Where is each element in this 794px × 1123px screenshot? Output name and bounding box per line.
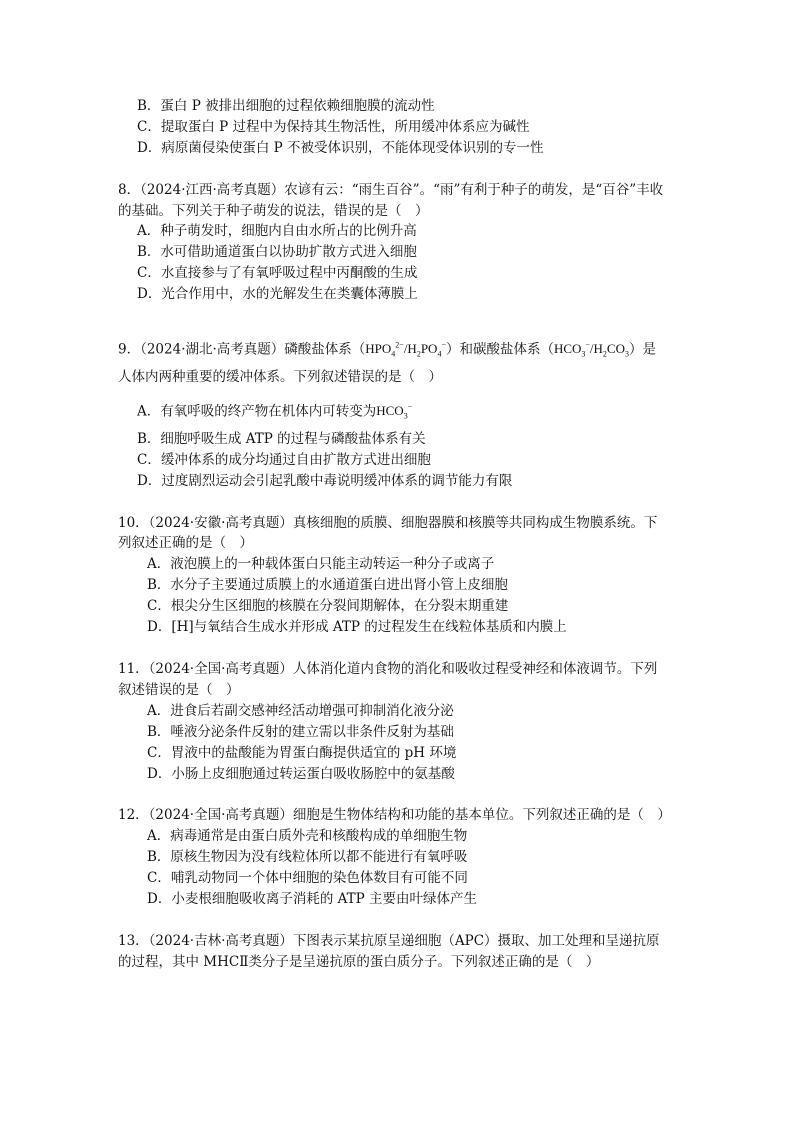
q11-option-b: B．唾液分泌条件反射的建立需以非条件反射为基础 (147, 724, 454, 740)
q7-option-c: C．提取蛋白 P 过程中为保持其生物活性，所用缓冲体系应为碱性 (137, 119, 530, 135)
q13-stem-line2: 的过程，其中 MHCⅡ类分子是呈递抗原的蛋白质分子。下列叙述正确的是（ ） (118, 954, 600, 970)
q9-stem-line2: 人体内两种重要的缓冲体系。下列叙述错误的是（ ） (118, 369, 442, 385)
q9-option-a (137, 398, 412, 427)
q10-stem-line2: 列叙述正确的是（ ） (118, 535, 253, 551)
q11-stem-line1: 11．（2024·全国·高考真题）人体消化道内食物的消化和吸收过程受神经和体液调节。下列 (118, 661, 658, 677)
q11-option-a: A．进食后若副交感神经活动增强可抑制消化液分泌 (147, 703, 454, 719)
q8-stem-line1: 8．（2024·江西·高考真题）农谚有云：“雨生百谷”。“雨”有利于种子的萌发，是“百谷”丰收 (118, 182, 664, 198)
q13-stem-line1: 13．（2024·吉林·高考真题）下图表示某抗原呈递细胞（APC）摄取、加工处理和呈递抗原 (118, 933, 660, 949)
q10-option-d: D．[H]与氧结合生成水并形成 ATP 的过程发生在线粒体基质和内膜上 (147, 619, 567, 635)
q12-stem-line1: 12．（2024·全国·高考真题）细胞是生物体结构和功能的基本单位。下列叙述正确的是（ ） (118, 807, 671, 823)
q10-option-a: A．液泡膜上的一种载体蛋白只能主动转运一种分子或离子 (147, 556, 495, 572)
q12-option-b: B．原核生物因为没有线粒体所以都不能进行有氧呼吸 (147, 849, 468, 865)
bicarbonate-formula: $HCO_3^-/H_2CO_3$ (553, 341, 629, 359)
q9-option-c: C．缓冲体系的成分均通过自由扩散方式进出细胞 (137, 452, 431, 468)
q9-stem-part2: ）和碳酸盐体系（ (445, 341, 554, 358)
phosphate-formula: $HPO_4^{2-}/H_2PO_4^-$ (365, 341, 446, 359)
q12-option-a: A．病毒通常是由蛋白质外壳和核酸构成的单细胞生物 (147, 828, 468, 844)
q12-option-c: C．哺乳动物同一个体中细胞的染色体数目有可能不同 (147, 870, 468, 886)
q7-option-b: B．蛋白 P 被排出细胞的过程依赖细胞膜的流动性 (137, 98, 435, 114)
q7-option-d: D．病原菌侵染使蛋白 P 不被受体识别，不能体现受体识别的专一性 (137, 140, 544, 156)
q8-option-c: C．水直接参与了有氧呼吸过程中丙酮酸的生成 (137, 265, 418, 281)
q10-option-c: C．根尖分生区细胞的核膜在分裂间期解体，在分裂末期重建 (147, 598, 509, 614)
q11-option-c: C．胃液中的盐酸能为胃蛋白酶提供适宜的 pH 环境 (147, 745, 457, 761)
q9-stem-line1 (118, 336, 656, 365)
q11-option-d: D．小肠上皮细胞通过转运蛋白吸收肠腔中的氨基酸 (147, 766, 455, 782)
q10-stem-line1: 10．（2024·安徽·高考真题）真核细胞的质膜、细胞器膜和核膜等共同构成生物膜系统。下 (118, 515, 658, 531)
bicarbonate-ion-formula: $HCO_3^-$ (376, 403, 413, 421)
q10-option-b: B．水分子主要通过质膜上的水通道蛋白进出肾小管上皮细胞 (147, 577, 508, 593)
q11-stem-line2: 叙述错误的是（ ） (118, 682, 240, 698)
q9-stem-part1: 9．（2024·湖北·高考真题）磷酸盐体系（ (118, 341, 366, 358)
q8-option-b: B．水可借助通道蛋白以协助扩散方式进入细胞 (137, 244, 417, 260)
q9-option-b: B．细胞呼吸生成 ATP 的过程与磷酸盐体系有关 (137, 431, 426, 447)
q9-option-a-text: A．有氧呼吸的终产物在机体内可转变为 (137, 403, 377, 420)
q8-option-a: A．种子萌发时，细胞内自由水所占的比例升高 (137, 223, 417, 239)
q8-option-d: D．光合作用中，水的光解发生在类囊体薄膜上 (137, 286, 418, 302)
q8-stem-line2: 的基础。下列关于种子萌发的说法，错误的是（ ） (118, 203, 429, 219)
q9-stem-part3: ）是 (628, 341, 656, 358)
q9-option-d: D．过度剧烈运动会引起乳酸中毒说明缓冲体系的调节能力有限 (137, 473, 513, 489)
q12-option-d: D．小麦根细胞吸收离子消耗的 ATP 主要由叶绿体产生 (147, 891, 478, 907)
